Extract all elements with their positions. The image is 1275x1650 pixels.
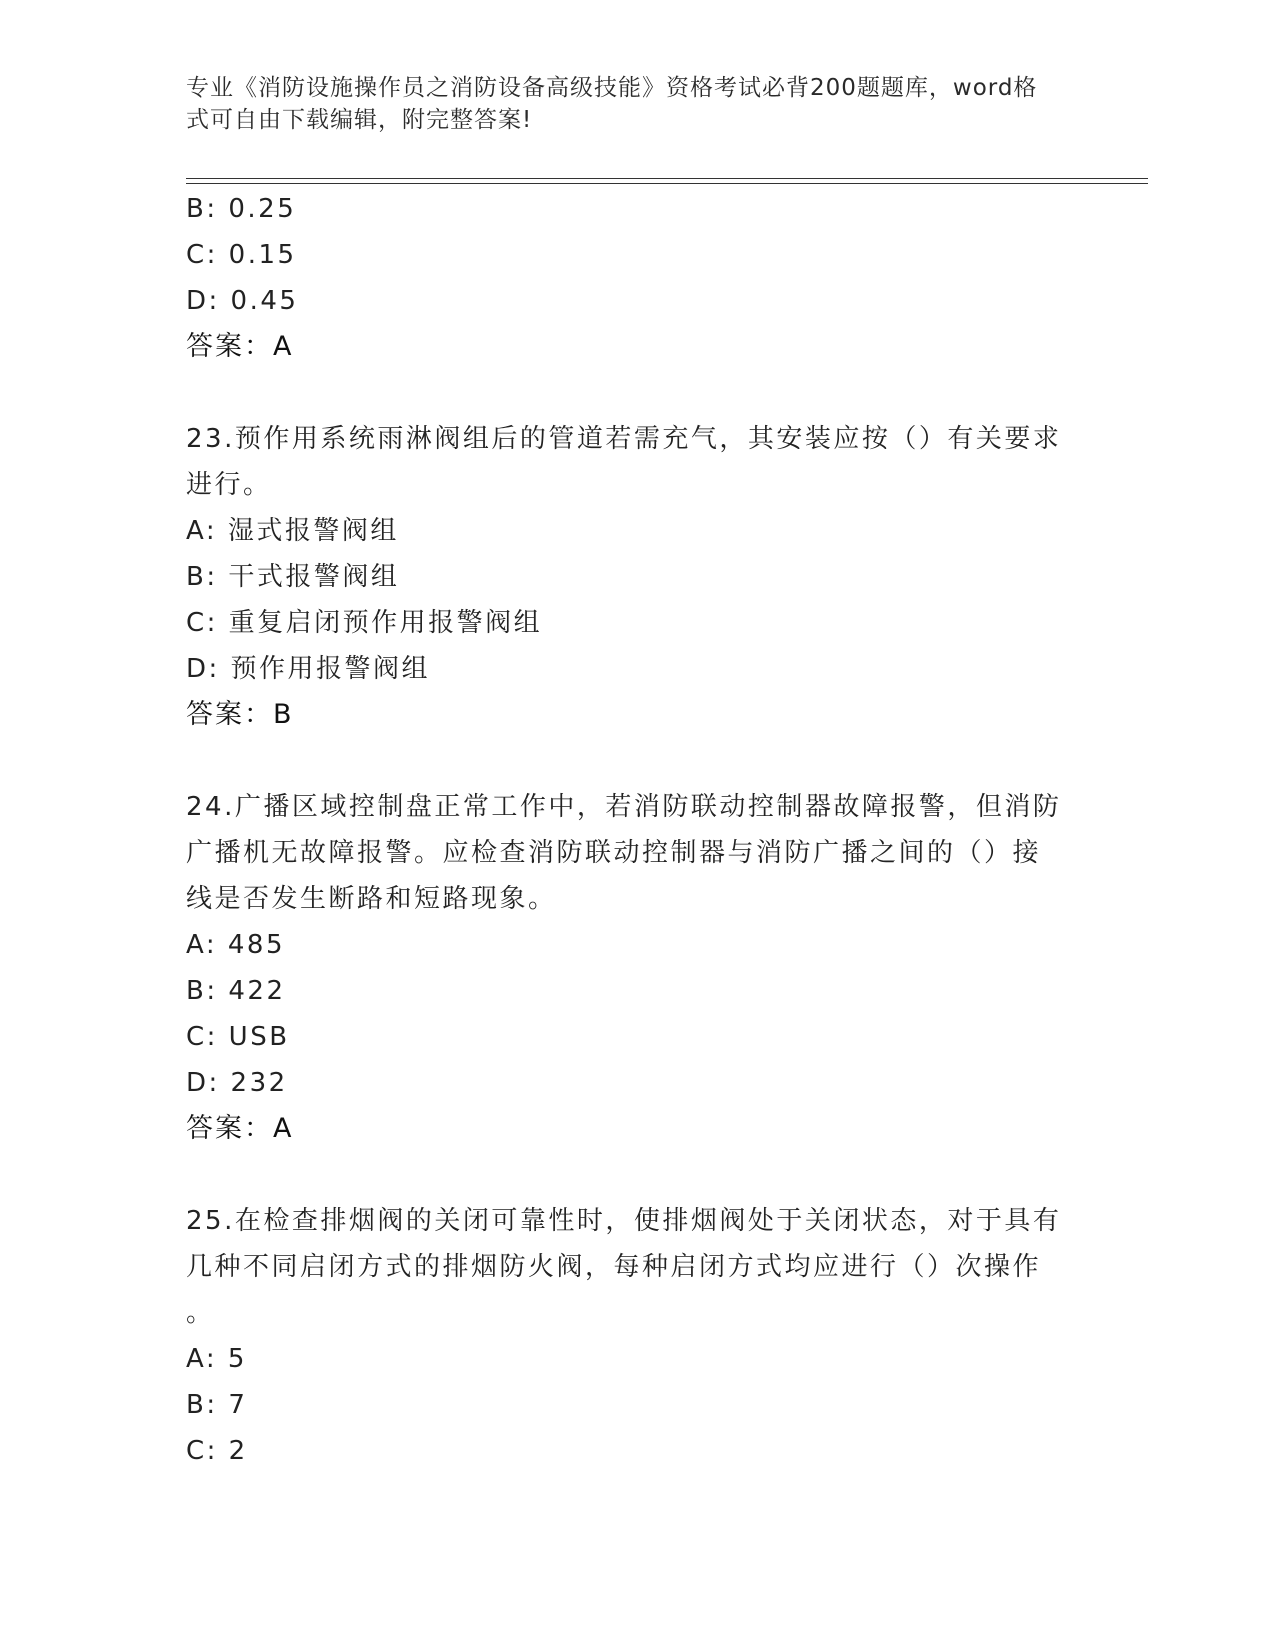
option-b: B: 干式报警阀组 [186, 562, 400, 592]
header-title-line-1: 专业《消防设施操作员之消防设备高级技能》资格考试必背200题题库，word格 [186, 75, 1038, 101]
question-text-line: 几种不同启闭方式的排烟防火阀，每种启闭方式均应进行（）次操作 [186, 1252, 1042, 1282]
option-a: A: 湿式报警阀组 [186, 516, 399, 546]
question-text-line: 。 [186, 1298, 215, 1328]
question-22-tail [186, 186, 1066, 370]
answer-line: 答案：A [186, 331, 294, 362]
question-text-line: 广播机无故障报警。应检查消防联动控制器与消防广播之间的（）接 [186, 838, 1042, 868]
option-d: D: 预作用报警阀组 [186, 654, 431, 684]
answer-line: 答案：B [186, 699, 294, 730]
question-text-line: 24.广播区域控制盘正常工作中，若消防联动控制器故障报警，但消防 [186, 792, 1062, 822]
option-c: C: 0.15 [186, 240, 297, 270]
spacer [186, 1152, 1066, 1198]
question-24 [186, 784, 1066, 1152]
question-text-line: 25.在检查排烟阀的关闭可靠性时，使排烟阀处于关闭状态，对于具有 [186, 1206, 1062, 1236]
option-a: A: 5 [186, 1344, 247, 1374]
header-title-line-2: 式可自由下载编辑，附完整答案! [186, 107, 533, 133]
question-23 [186, 416, 1066, 738]
option-b: B: 422 [186, 976, 286, 1006]
option-c: C: 重复启闭预作用报警阀组 [186, 608, 543, 638]
option-c: C: 2 [186, 1436, 248, 1466]
header-divider-bottom [186, 183, 1148, 184]
spacer [186, 738, 1066, 784]
option-d: D: 0.45 [186, 286, 299, 316]
question-25 [186, 1198, 1066, 1474]
question-content [186, 186, 1066, 1474]
spacer [186, 370, 1066, 416]
question-text-line: 23.预作用系统雨淋阀组后的管道若需充气，其安装应按（）有关要求 [186, 424, 1062, 454]
option-b: B: 0.25 [186, 194, 297, 224]
option-c: C: USB [186, 1022, 290, 1052]
question-text-line: 线是否发生断路和短路现象。 [186, 884, 557, 914]
option-d: D: 232 [186, 1068, 288, 1098]
answer-line: 答案：A [186, 1113, 294, 1144]
option-a: A: 485 [186, 930, 285, 960]
page-header [186, 72, 1066, 136]
option-b: B: 7 [186, 1390, 248, 1420]
question-text-line: 进行。 [186, 470, 272, 500]
header-divider-top [186, 178, 1148, 179]
